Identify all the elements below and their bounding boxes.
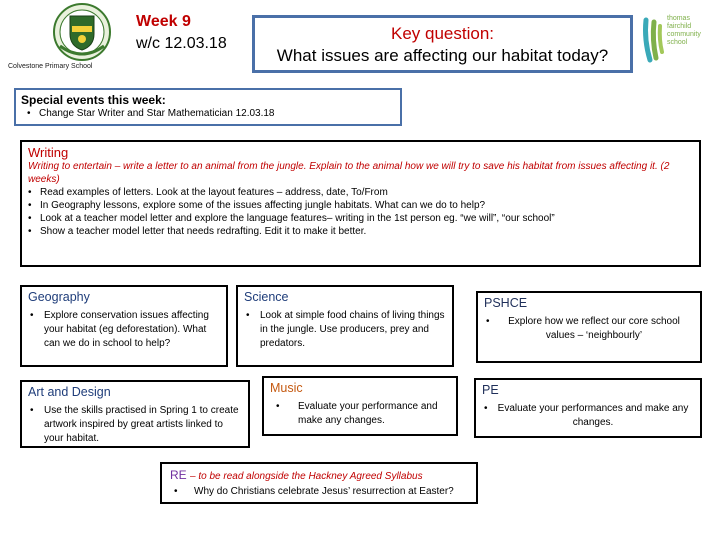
pe-item: • Evaluate your performances and make any changes. <box>484 403 689 428</box>
key-question-text: What issues are affecting our habitat today? <box>276 46 609 65</box>
art-design-title: Art and Design <box>28 385 111 399</box>
writing-title: Writing <box>28 145 69 160</box>
pshce-item: • Explore how we reflect our core school values – ‘neighbourly’ <box>486 316 680 341</box>
science-item: • Look at simple food chains of living things in the jungle. Use producers, prey and predators. <box>246 310 445 349</box>
re-item: • Why do Christians celebrate Jesus’ resurrection at Easter? <box>174 486 454 497</box>
art-design-item: • Use the skills practised in Spring 1 to create artwork inspired by great artists linked to your habitat. <box>30 405 239 444</box>
special-events-title: Special events this week: <box>21 93 166 107</box>
week-date: w/c 12.03.18 <box>136 35 227 52</box>
school-crest-logo <box>52 2 112 64</box>
pe-box <box>474 378 702 438</box>
re-box <box>160 462 478 504</box>
science-box <box>236 285 454 367</box>
science-title: Science <box>244 290 289 304</box>
school-name: Colvestone Primary School <box>8 63 93 70</box>
writing-intro: Writing to entertain – write a letter to an animal from the jungle. Explain to the animal how we will try to save his habitat from issues affecting it. (2 weeks) <box>28 161 670 185</box>
writing-item: • Look at a teacher model letter and explore the language features– writing in the 1st person eg. “we will”, “our school” <box>28 213 555 224</box>
geography-box <box>20 285 228 367</box>
geography-title: Geography <box>28 290 90 304</box>
key-question-box <box>252 15 633 73</box>
special-events-box <box>14 88 402 126</box>
writing-item: • Read examples of letters. Look at the layout features – address, date, To/From <box>28 187 388 198</box>
re-title: RE – to be read alongside the Hackney Agreed Syllabus <box>170 468 423 482</box>
pshce-box <box>476 291 702 363</box>
key-question-title: Key question: <box>390 24 494 43</box>
special-event-item: • Change Star Writer and Star Mathematician 12.03.18 <box>27 108 275 119</box>
music-title: Music <box>270 381 303 395</box>
writing-box <box>20 140 701 267</box>
partner-school-name: thomas fairchild community school <box>667 15 701 46</box>
geography-item: • Explore conservation issues affecting your habitat (eg deforestation). What can we do in school to help? <box>30 310 209 349</box>
pe-title: PE <box>482 383 499 397</box>
pshce-title: PSHCE <box>484 296 528 310</box>
writing-item: • In Geography lessons, explore some of the issues affecting jungle habitats. What can we do to help? <box>28 200 486 211</box>
art-design-box <box>20 380 250 448</box>
week-label: Week 9 <box>136 13 191 30</box>
re-subtitle: – to be read alongside the Hackney Agreed Syllabus <box>190 471 423 482</box>
music-item: • Evaluate your performance and make any changes. <box>276 401 438 426</box>
music-box <box>262 376 458 436</box>
writing-item: • Show a teacher model letter that needs redrafting. Edit it to make it better. <box>28 226 367 237</box>
